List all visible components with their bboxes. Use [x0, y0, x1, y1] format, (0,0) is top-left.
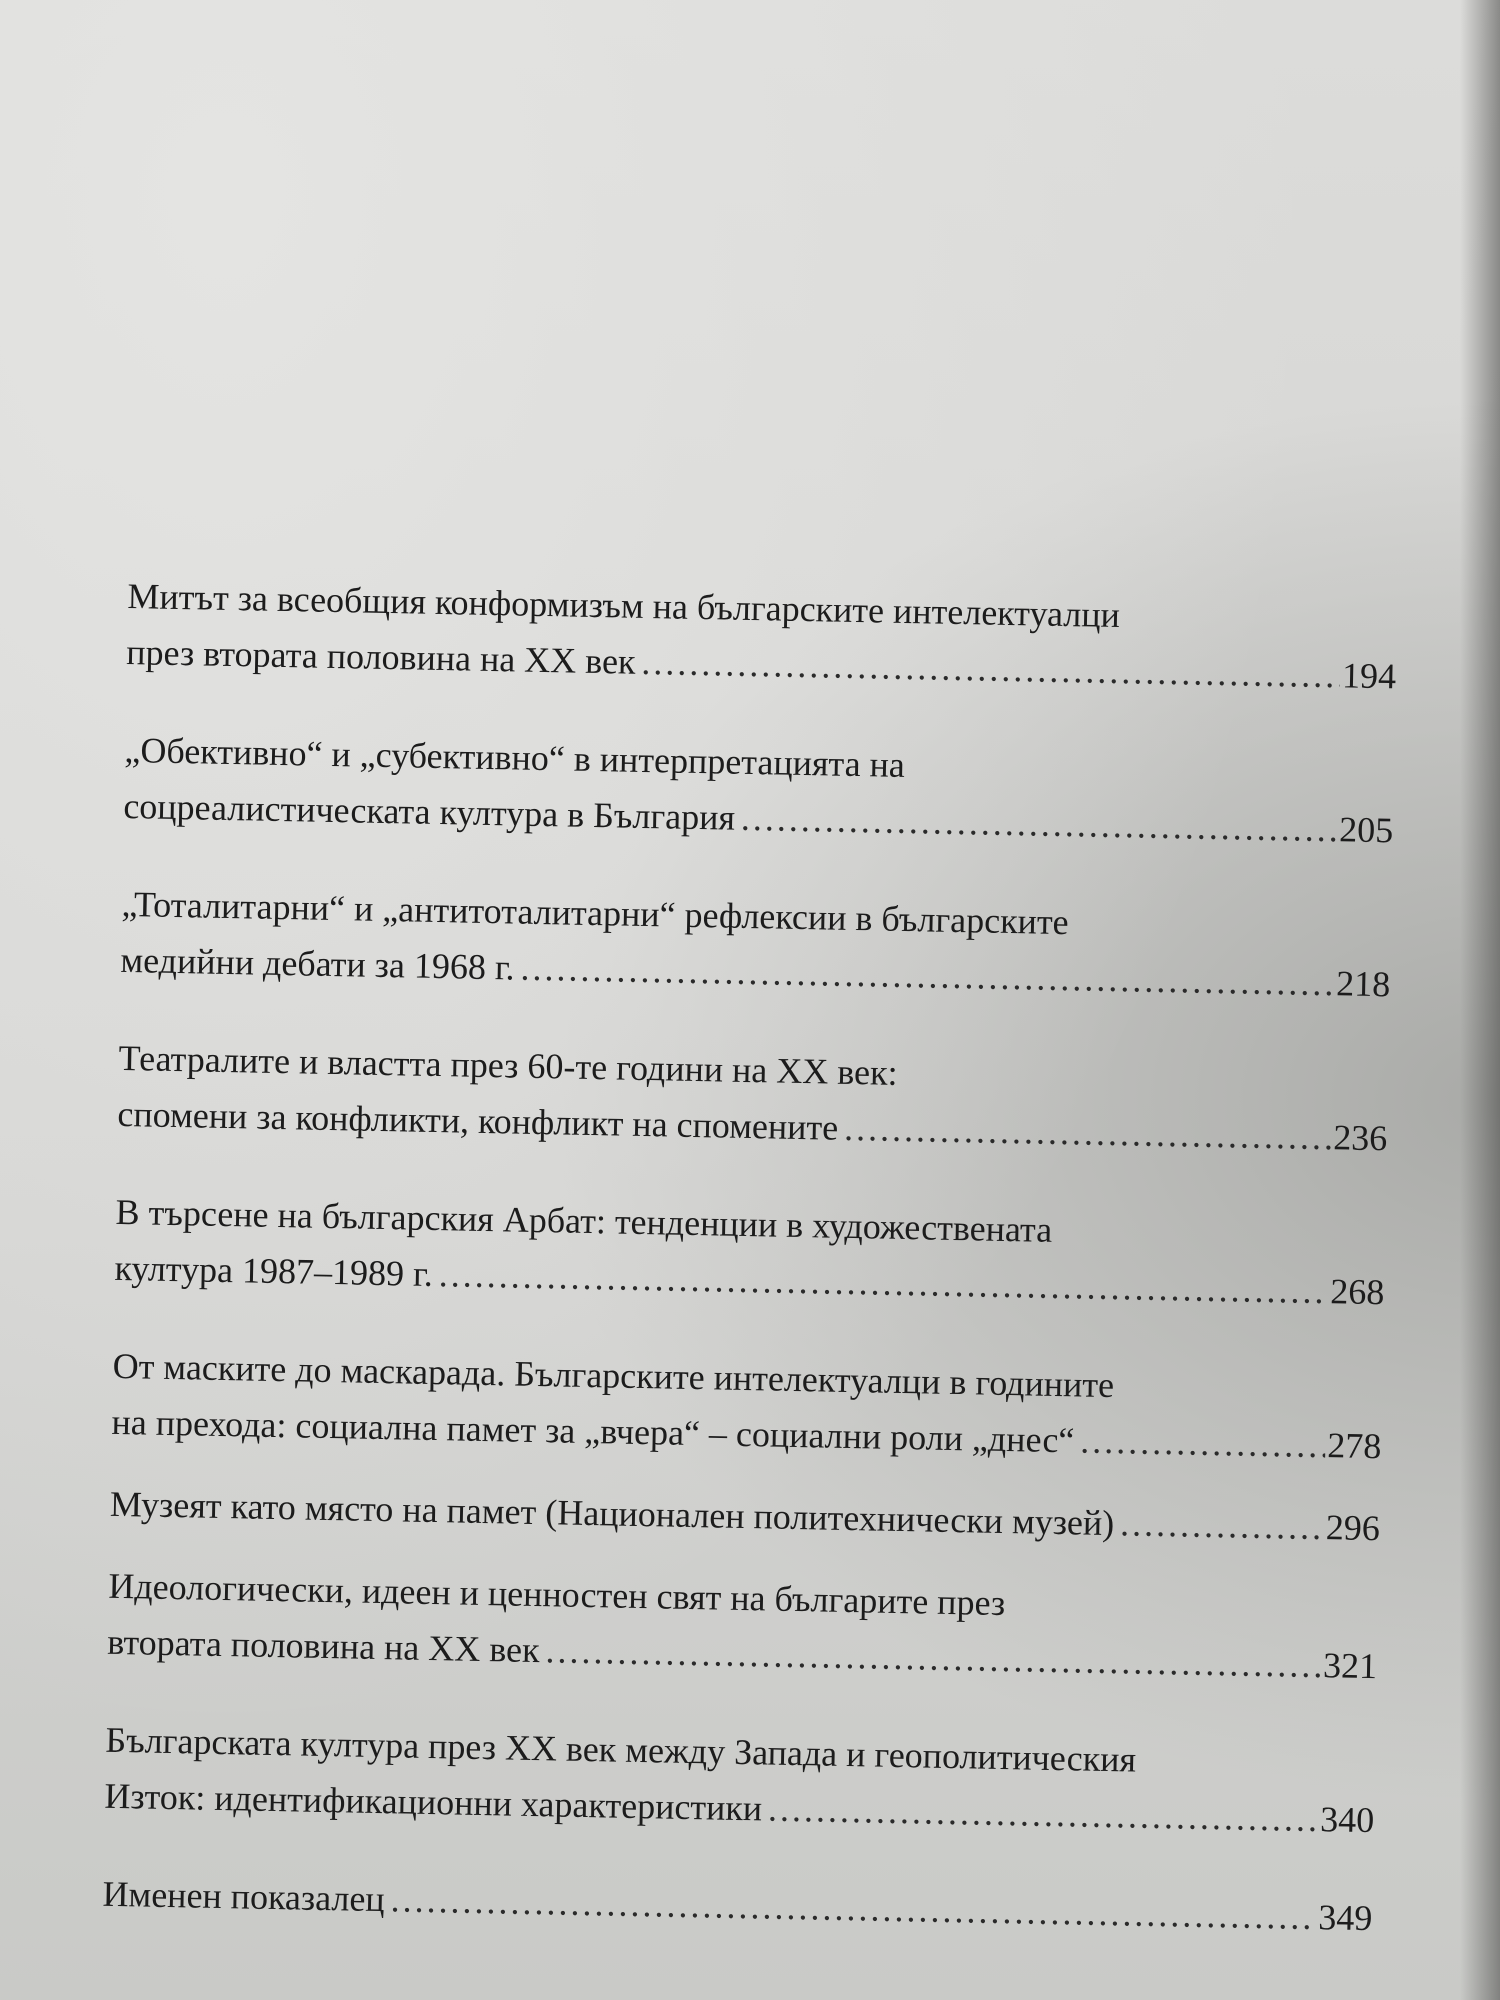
toc-entry-title-line: на прехода: социална памет за „вчера“ – социални роли „днес“: [111, 1401, 1075, 1461]
toc-entry-title-line: култура 1987–1989 г.: [114, 1247, 434, 1294]
toc-entry: [117, 1030, 1389, 1166]
toc-entry: [120, 876, 1392, 1012]
toc-entry: [126, 568, 1398, 704]
toc-entry-last-line: [109, 1476, 1380, 1556]
dot-leader: [641, 634, 1341, 703]
dot-leader: [1120, 1495, 1325, 1555]
toc-entry-title-line: От маските до маскарада. Българските интелектуалци в годините: [112, 1345, 1115, 1406]
toc-entry: [107, 1558, 1379, 1694]
page-number: 321: [1322, 1645, 1378, 1687]
toc-entry: [109, 1476, 1380, 1556]
page-edge-shadow: [1460, 0, 1500, 2000]
toc-entry-title-line: соцреалистическата култура в България: [123, 785, 736, 838]
toc-entry-title-line: „Тоталитарни“ и „антитоталитарни“ рефлексии в българските: [121, 883, 1070, 943]
page-number: 296: [1325, 1507, 1381, 1549]
toc-entry: [111, 1338, 1383, 1474]
toc-entry: [123, 722, 1395, 858]
toc-entry-title-line: през втората половина на XX век: [126, 631, 636, 682]
toc-entry-title-line: Изток: идентификационни характеристики: [104, 1775, 763, 1829]
page-number: 340: [1319, 1799, 1375, 1841]
toc-entry-title-line: Музеят като място на памет (Национален политехнически музей): [109, 1483, 1115, 1544]
toc-entry: [114, 1184, 1386, 1320]
page-number: 205: [1338, 809, 1394, 851]
dot-leader: [1080, 1412, 1326, 1473]
table-of-contents: [101, 568, 1398, 1988]
toc-entry-title-line: Именен показалец: [102, 1873, 386, 1920]
toc-entry: [102, 1866, 1373, 1946]
toc-entry-title-line: спомени за конфликти, конфликт на спомените: [117, 1093, 839, 1148]
toc-entry-title-line: Идеологически, идеен и ценностен свят на българите през: [108, 1565, 1006, 1624]
page-number: 194: [1341, 655, 1397, 697]
toc-entry-title-line: Театралите и властта през 60-те години на XX век:: [118, 1037, 898, 1093]
page-number: 236: [1332, 1117, 1388, 1159]
toc-entry-title-line: В търсене на българския Арбат: тенденции в художествената: [115, 1191, 1053, 1250]
toc-entry-last-line: [102, 1866, 1373, 1946]
page-number: 268: [1329, 1271, 1385, 1313]
toc-entry-title-line: „Обективно“ и „субективно“ в интерпретацията на: [124, 729, 906, 785]
toc-entry-title-line: Българската култура през XX век между Запада и геополитическия: [105, 1719, 1137, 1780]
page-number: 278: [1326, 1425, 1382, 1467]
dot-leader: [740, 790, 1337, 857]
toc-entry-title-line: медийни дебати за 1968 г.: [120, 939, 516, 988]
dot-leader: [768, 1781, 1319, 1848]
toc-entry-title-line: втората половина на XX век: [106, 1621, 541, 1671]
dot-leader: [844, 1100, 1332, 1165]
dot-leader: [390, 1871, 1317, 1945]
page-number: 218: [1335, 963, 1391, 1005]
toc-entry-title-line: Митът за всеобщия конформизъм на българските интелектуалци: [127, 575, 1121, 636]
page-number: 349: [1317, 1897, 1373, 1939]
toc-entry: [104, 1712, 1376, 1848]
